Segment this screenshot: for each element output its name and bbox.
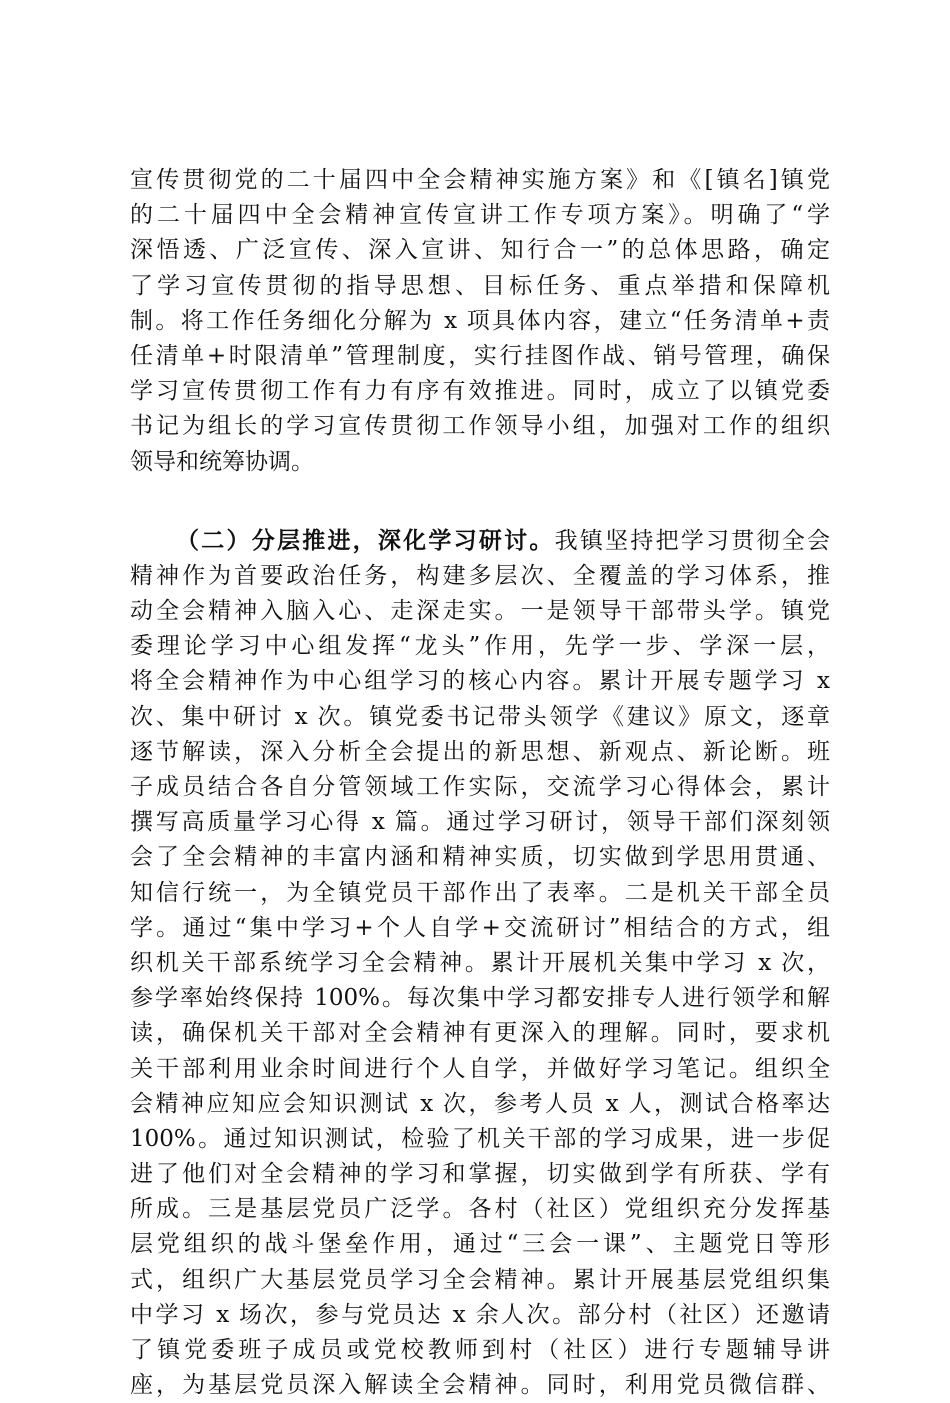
text-line: 将全会精神作为中心组学习的核心内容。累计开展专题学习 x bbox=[130, 668, 830, 695]
text-line: 精神作为首要政治任务，构建多层次、全覆盖的学习体系，推 bbox=[130, 562, 830, 589]
text-line: 了学习宣传贯彻的指导思想、目标任务、重点举措和保障机 bbox=[130, 272, 830, 299]
text-line: 会了全会精神的丰富内涵和精神实质，切实做到学思用贯通、 bbox=[130, 844, 830, 871]
paragraph-2 bbox=[130, 524, 830, 1403]
paragraph-gap bbox=[130, 480, 830, 524]
text-line: 的二十届四中全会精神宣传宣讲工作专项方案》。明确了“学 bbox=[130, 202, 830, 229]
text-line: 逐节解读，深入分析全会提出的新思想、新观点、新论断。班 bbox=[130, 738, 830, 765]
text-line: 会精神应知应会知识测试 x 次，参考人员 x 人，测试合格率达 bbox=[130, 1090, 830, 1117]
text-line: 领导和统筹协调。 bbox=[130, 448, 314, 475]
text-line: 子成员结合各自分管领域工作实际，交流学习心得体会，累计 bbox=[130, 774, 830, 800]
text-line: 制。将工作任务细化分解为 x 项具体内容，建立“任务清单+责 bbox=[130, 307, 830, 334]
text-line: 层党组织的战斗堡垒作用，通过“三会一课”、主题党日等形 bbox=[130, 1231, 830, 1258]
document-body bbox=[130, 163, 830, 1403]
text-line: 学。通过“集中学习+个人自学+交流研讨”相结合的方式，组 bbox=[130, 914, 830, 941]
text-line: 书记为组长的学习宣传贯彻工作领导小组，加强对工作的组织 bbox=[130, 413, 830, 440]
paragraph-1 bbox=[130, 163, 830, 480]
text-run: 我镇坚持把学习贯彻全会 bbox=[554, 527, 831, 554]
text-line: 所成。三是基层党员广泛学。各村（社区）党组织充分发挥基 bbox=[130, 1196, 830, 1223]
text-line: 座，为基层党员深入解读全会精神。同时，利用党员微信群、 bbox=[130, 1372, 830, 1399]
text-line: 读，确保机关干部对全会精神有更深入的理解。同时，要求机 bbox=[130, 1020, 830, 1047]
text-line: 知信行统一，为全镇党员干部作出了表率。二是机关干部全员 bbox=[130, 879, 830, 906]
paragraph-first-line bbox=[130, 524, 830, 559]
text-line: 宣传贯彻党的二十届四中全会精神实施方案》和《[镇名]镇党 bbox=[130, 167, 830, 193]
text-line: 参学率始终保持 100%。每次集中学习都安排专人进行领学和解 bbox=[130, 985, 830, 1012]
text-line: 100%。通过知识测试，检验了机关干部的学习成果，进一步促 bbox=[130, 1125, 830, 1152]
text-line: 织机关干部系统学习全会精神。累计开展机关集中学习 x 次， bbox=[130, 949, 830, 976]
text-line: 委理论学习中心组发挥“龙头”作用，先学一步、学深一层， bbox=[130, 633, 830, 660]
text-line: 撰写高质量学习心得 x 篇。通过学习研讨，领导干部们深刻领 bbox=[130, 809, 830, 836]
text-line: 式，组织广大基层党员学习全会精神。累计开展基层党组织集 bbox=[130, 1266, 830, 1293]
text-line: 关干部利用业余时间进行个人自学，并做好学习笔记。组织全 bbox=[130, 1055, 830, 1082]
text-line: 次、集中研讨 x 次。镇党委书记带头领学《建议》原文，逐章 bbox=[130, 703, 830, 730]
text-line: 任清单+时限清单”管理制度，实行挂图作战、销号管理，确保 bbox=[130, 342, 830, 369]
text-line: 深悟透、广泛宣传、深入宣讲、知行合一”的总体思路，确定 bbox=[130, 237, 830, 264]
text-line: 了镇党委班子成员或党校教师到村（社区）进行专题辅导讲 bbox=[130, 1337, 830, 1363]
text-line: 中学习 x 场次，参与党员达 x 余人次。部分村（社区）还邀请 bbox=[130, 1301, 830, 1328]
text-line: 动全会精神入脑入心、走深走实。一是领导干部带头学。镇党 bbox=[130, 598, 830, 625]
text-line: 进了他们对全会精神的学习和掌握，切实做到学有所获、学有 bbox=[130, 1161, 830, 1188]
section-heading: （二）分层推进，深化学习研讨。 bbox=[176, 527, 555, 554]
text-line: 学习宣传贯彻工作有力有序有效推进。同时，成立了以镇党委 bbox=[130, 378, 830, 405]
